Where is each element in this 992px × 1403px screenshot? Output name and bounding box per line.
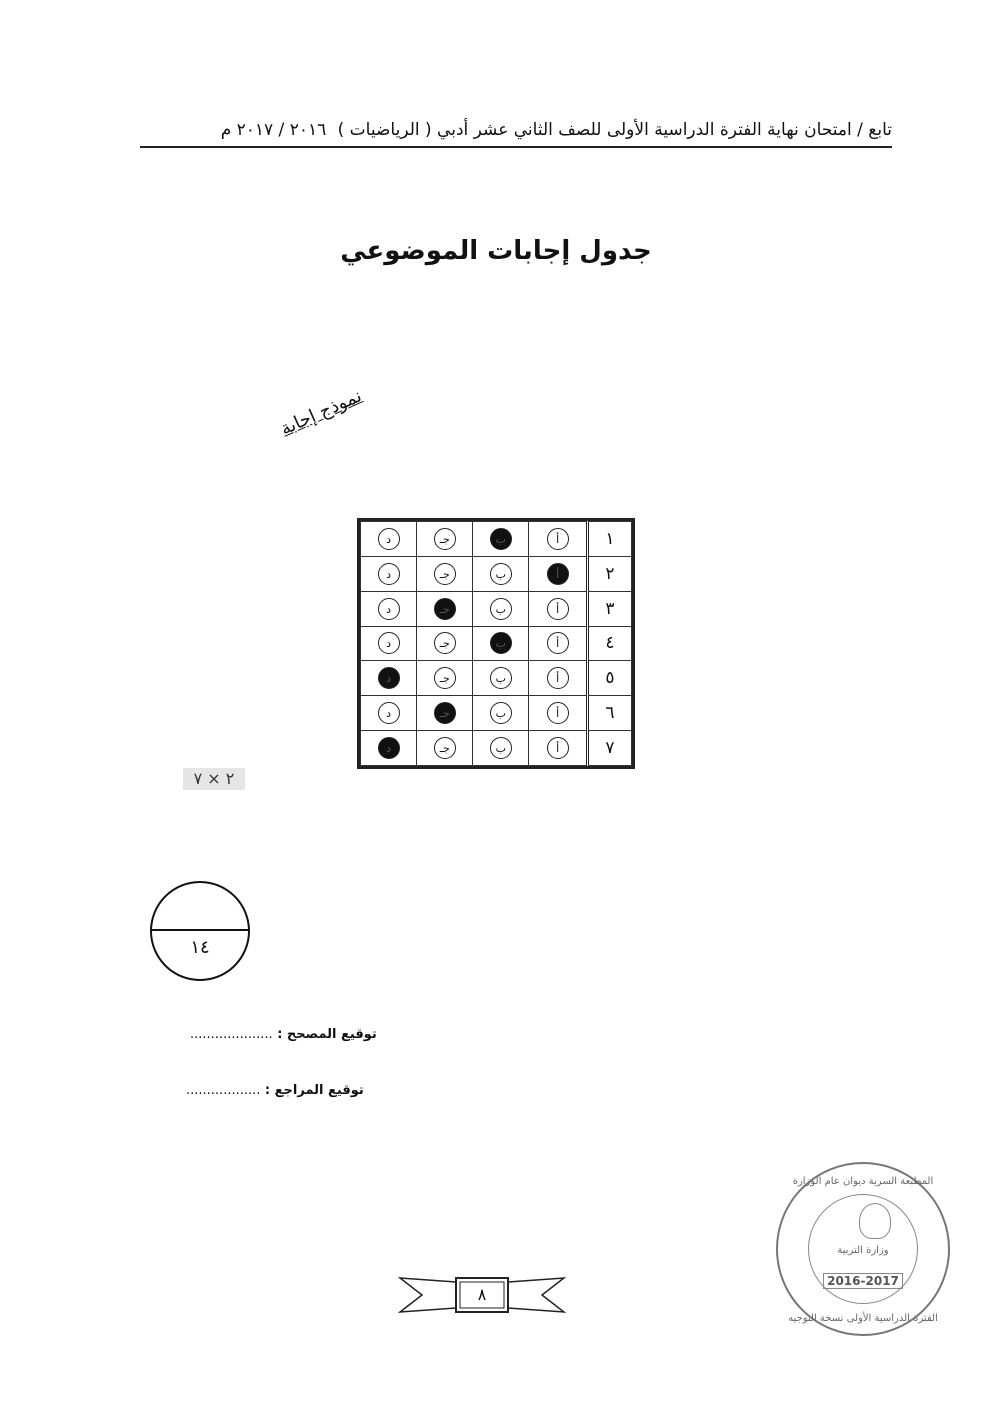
answer-row: [361, 696, 632, 731]
answer-bubble-selected: د: [378, 737, 400, 759]
answer-row: [361, 731, 632, 766]
answer-bubble: جـ: [434, 563, 456, 585]
answer-bubble: د: [378, 528, 400, 550]
answer-bubble: د: [378, 632, 400, 654]
question-number: ٣: [588, 591, 632, 626]
answer-row: [361, 626, 632, 661]
answer-bubble: د: [378, 598, 400, 620]
answer-bubble: أ: [547, 632, 569, 654]
question-number: ١: [588, 522, 632, 557]
multiplier-note: ٢ × ٧: [183, 768, 245, 790]
answer-cell: [417, 522, 473, 557]
answer-bubble: جـ: [434, 528, 456, 550]
answer-bubble: ب: [490, 563, 512, 585]
answer-bubble: ب: [490, 702, 512, 724]
answer-bubble: ب: [490, 598, 512, 620]
answer-cell: [473, 522, 529, 557]
reviewer-signature: [186, 1083, 364, 1098]
header-year: ٢٠١٦ / ٢٠١٧ م: [220, 120, 327, 140]
reviewer-dots: ..................: [186, 1083, 261, 1098]
answer-cell: [361, 591, 417, 626]
answer-row: [361, 661, 632, 696]
answer-cell: [473, 591, 529, 626]
question-number: ٦: [588, 696, 632, 731]
answer-row: [361, 591, 632, 626]
answer-cell: [473, 626, 529, 661]
answer-cell: [361, 696, 417, 731]
seal-ministry: وزارة التربية: [837, 1245, 889, 1256]
answer-bubble-selected: جـ: [434, 598, 456, 620]
page-number: ٨: [477, 1285, 487, 1304]
answer-bubble: أ: [547, 528, 569, 550]
answer-bubble-selected: ب: [490, 528, 512, 550]
question-number: ٧: [588, 731, 632, 766]
answer-cell: [417, 556, 473, 591]
corrector-signature: [190, 1027, 377, 1042]
page-number-banner: [398, 1270, 566, 1320]
answer-row: [361, 556, 632, 591]
answer-cell: [473, 556, 529, 591]
answer-grid-table: [360, 521, 632, 766]
answer-bubble: أ: [547, 598, 569, 620]
model-answer-label: نموذج إجابة: [277, 385, 365, 440]
seal-ring-bottom: الفترة الدراسية الأولى نسخة التوجيه: [788, 1313, 938, 1324]
answer-bubble: ب: [490, 667, 512, 689]
answer-bubble: أ: [547, 737, 569, 759]
answer-bubble: جـ: [434, 632, 456, 654]
answer-bubble: ب: [490, 737, 512, 759]
corrector-dots: ....................: [190, 1027, 273, 1042]
emblem-icon: [859, 1203, 891, 1239]
score-divider: [152, 929, 248, 931]
answer-cell: [529, 626, 588, 661]
answer-bubble: د: [378, 563, 400, 585]
answer-cell: [417, 626, 473, 661]
header-text: تابع / امتحان نهاية الفترة الدراسية الأولى للصف الثاني عشر أدبي ( الرياضيات ): [337, 120, 892, 140]
answer-grid: [357, 518, 635, 769]
answer-cell: [361, 731, 417, 766]
answer-cell: [361, 556, 417, 591]
answer-bubble-selected: أ: [547, 563, 569, 585]
question-number: ٤: [588, 626, 632, 661]
question-number: ٥: [588, 661, 632, 696]
answer-cell: [473, 731, 529, 766]
score-circle: [150, 881, 250, 981]
answer-bubble: جـ: [434, 737, 456, 759]
answer-bubble: جـ: [434, 667, 456, 689]
answer-cell: [417, 591, 473, 626]
seal-years: 2016-2017: [823, 1273, 903, 1289]
answer-row: [361, 522, 632, 557]
seal-ring-top: المطبعة السرية ديوان عام الوزارة: [792, 1176, 934, 1187]
page-header: [140, 116, 892, 148]
answer-cell: [529, 661, 588, 696]
answer-cell: [529, 696, 588, 731]
answer-cell: [361, 661, 417, 696]
answer-cell: [361, 522, 417, 557]
corrector-label: توقيع المصحح :: [277, 1027, 377, 1042]
score-value: ١٤: [190, 937, 210, 958]
answer-cell: [417, 661, 473, 696]
answer-bubble: أ: [547, 667, 569, 689]
answer-bubble-selected: د: [378, 667, 400, 689]
answer-bubble-selected: ب: [490, 632, 512, 654]
answer-cell: [473, 661, 529, 696]
page-title: جدول إجابات الموضوعي: [340, 236, 652, 266]
answer-cell: [529, 556, 588, 591]
official-seal: [776, 1162, 950, 1336]
answer-cell: [417, 731, 473, 766]
answer-bubble-selected: جـ: [434, 702, 456, 724]
answer-cell: [473, 696, 529, 731]
answer-bubble: د: [378, 702, 400, 724]
question-number: ٢: [588, 556, 632, 591]
answer-cell: [417, 696, 473, 731]
answer-cell: [361, 626, 417, 661]
answer-cell: [529, 591, 588, 626]
answer-cell: [529, 522, 588, 557]
seal-inner-ring: [808, 1194, 918, 1304]
answer-cell: [529, 731, 588, 766]
answer-bubble: أ: [547, 702, 569, 724]
reviewer-label: توقيع المراجع :: [264, 1083, 364, 1098]
